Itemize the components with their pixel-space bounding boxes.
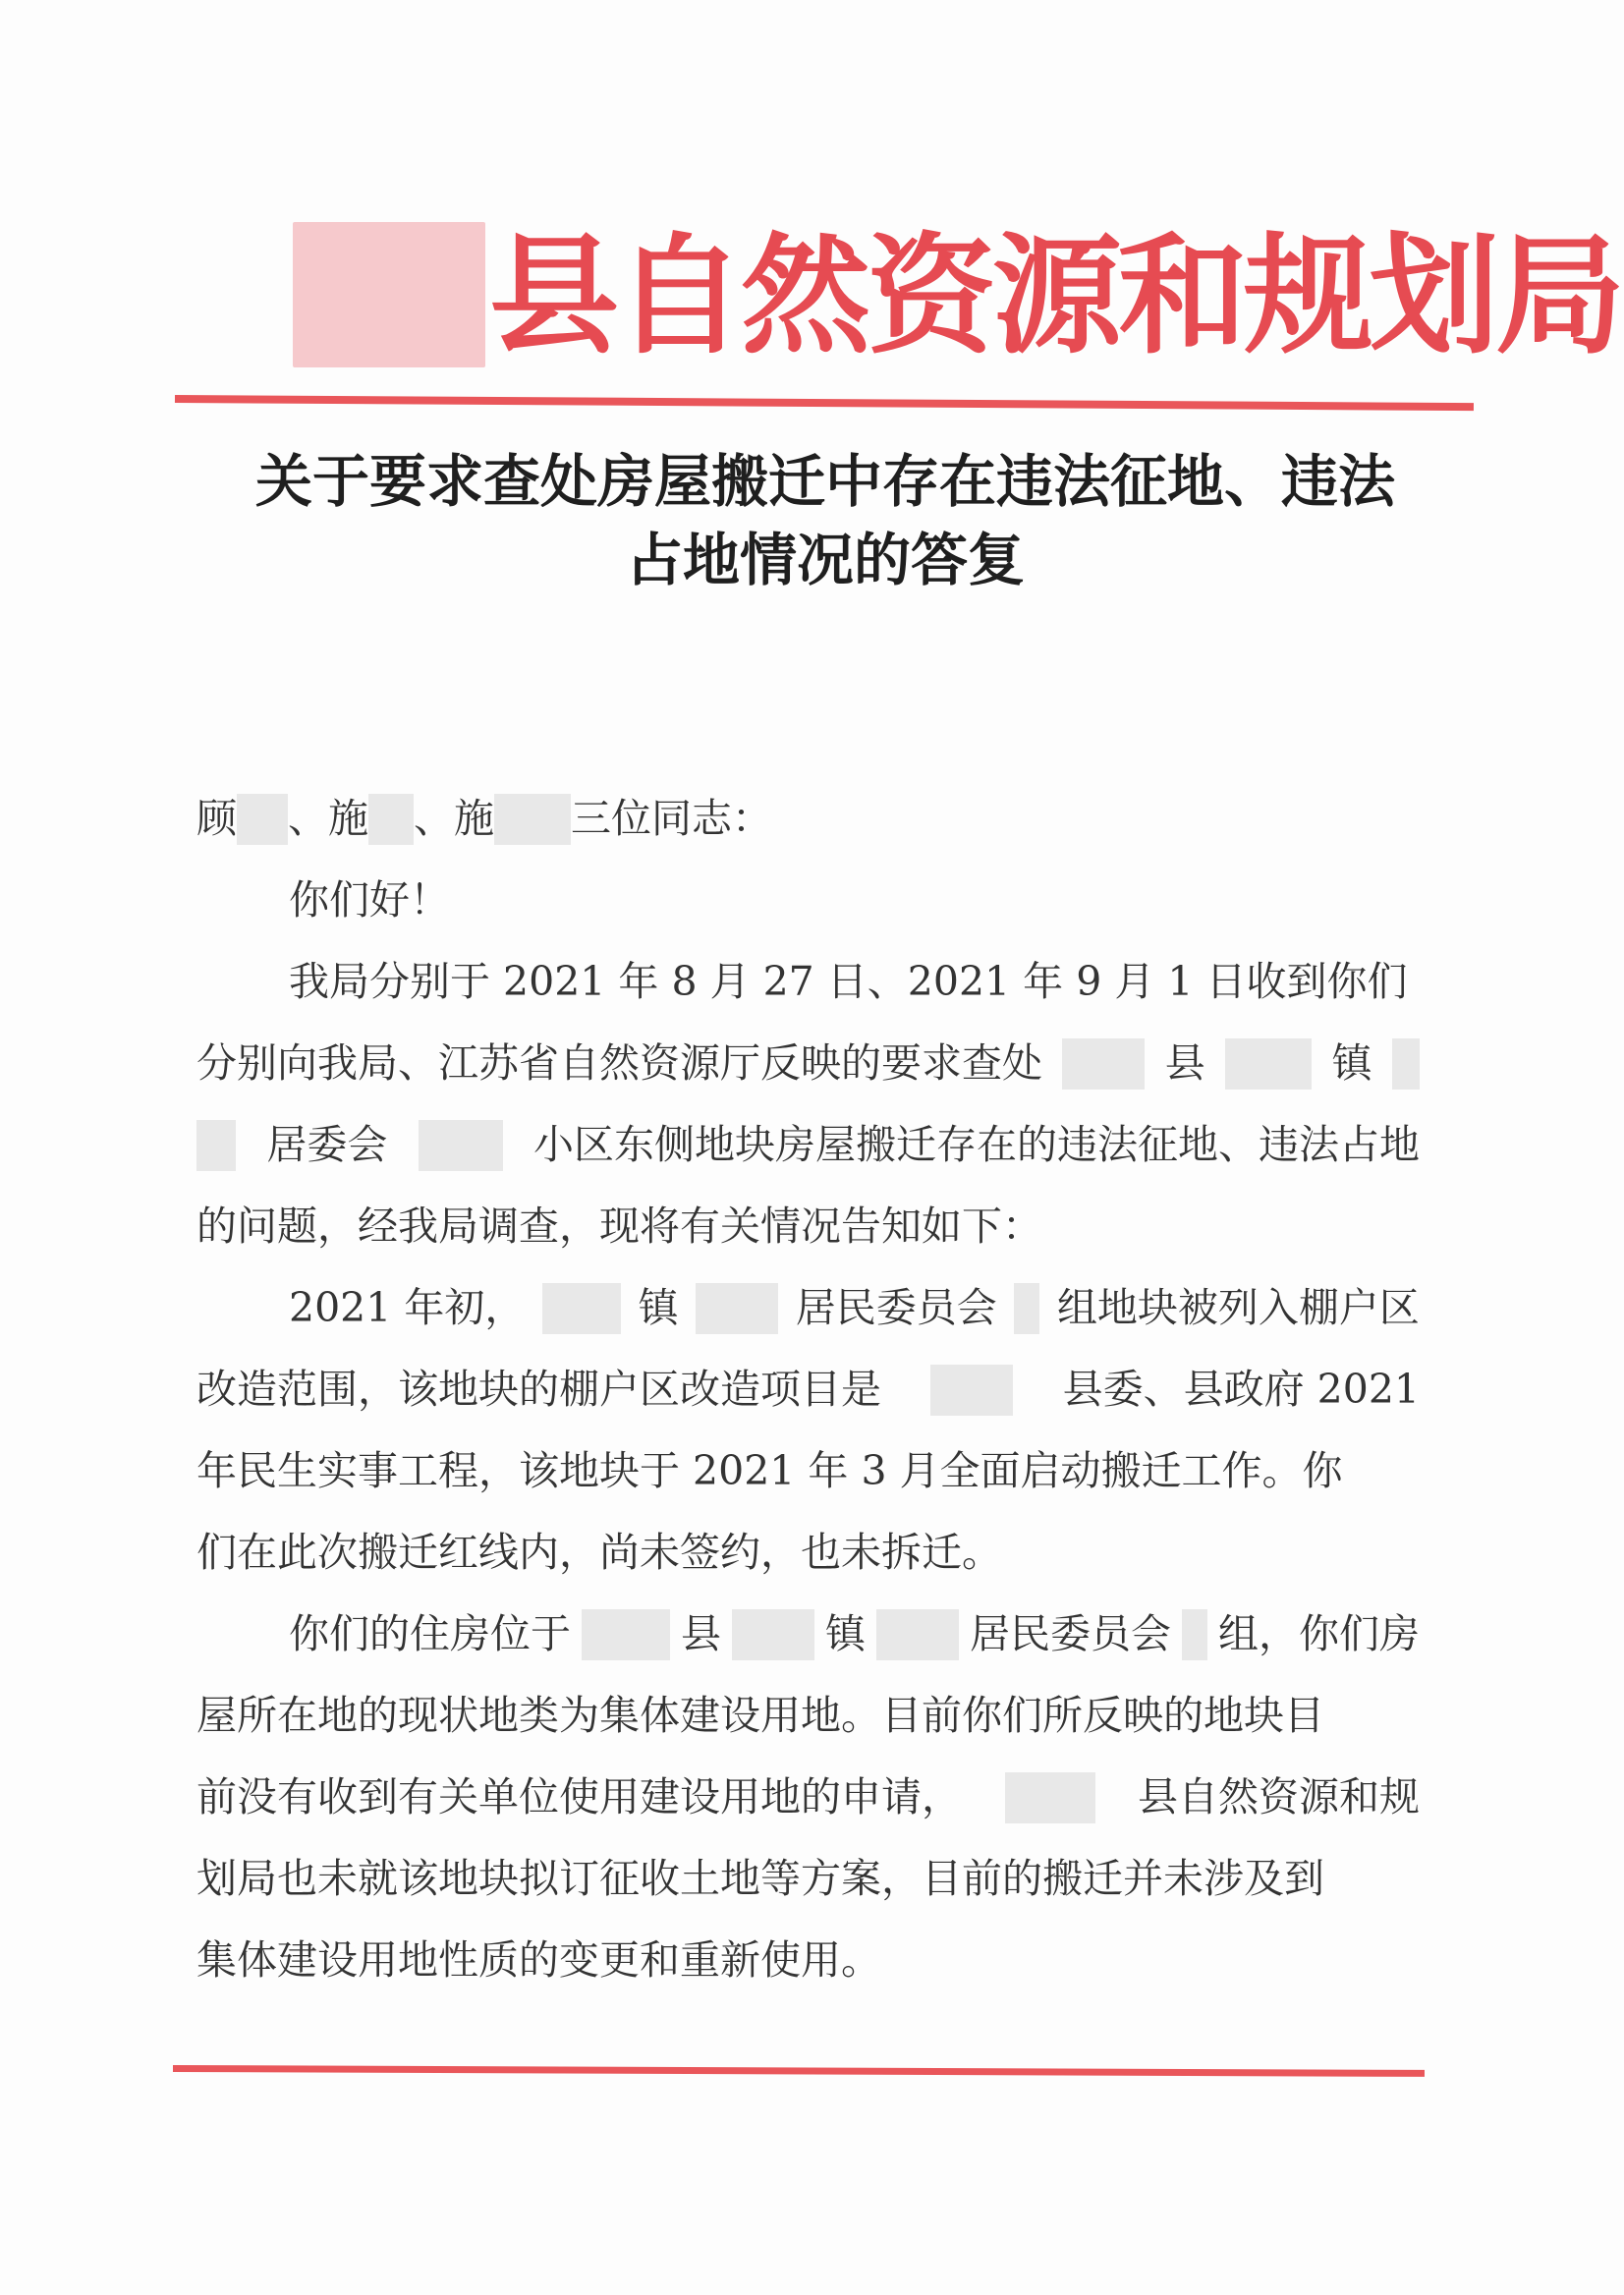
text-segment: 县委、县政府 2021 (1062, 1366, 1420, 1413)
text-segment: 我局分别于 2021 年 8 月 27 日、2021 年 9 月 1 日收到你们 (289, 958, 1408, 1005)
text-segment: 镇 (1331, 1039, 1372, 1087)
salutation (196, 778, 1420, 860)
redaction-block (1005, 1772, 1095, 1823)
paragraph-2-line-3 (196, 1430, 1420, 1512)
document-title (177, 442, 1474, 599)
text-segment: 屋所在地的现状地类为集体建设用地。目前你们所反映的地块目 (196, 1692, 1324, 1739)
text-segment: 组，你们房 (1218, 1610, 1420, 1657)
text-segment: 居委会 (266, 1121, 388, 1168)
text-segment: 改造范围，该地块的棚户区改造项目是 (196, 1366, 881, 1413)
text-segment: 小区东侧地块房屋搬迁存在的违法征地、违法占地 (532, 1121, 1420, 1168)
text-segment: 的问题，经我局调查，现将有关情况告知如下： (196, 1203, 1042, 1250)
redaction-block (1182, 1609, 1207, 1660)
text-segment: 们在此次搬迁红线内，尚未签约，也未拆迁。 (196, 1529, 1002, 1576)
greeting: 你们好！ (289, 876, 450, 924)
title-line-2: 占地情况的答复 (625, 527, 1025, 593)
redaction-block (696, 1283, 778, 1334)
paragraph-3-line-3 (196, 1757, 1420, 1838)
redaction-block (293, 222, 485, 367)
salutation-part: 、施 (288, 795, 368, 842)
redaction-block (1014, 1283, 1039, 1334)
redaction-block (930, 1365, 1013, 1416)
redaction-block (1225, 1038, 1312, 1090)
text-segment: 镇 (638, 1284, 679, 1331)
text-segment: 县 (681, 1610, 721, 1657)
title-line-1: 关于要求查处房屋搬迁中存在违法征地、违法 (254, 448, 1395, 515)
text-segment: 前没有收到有关单位使用建设用地的申请， (196, 1773, 962, 1820)
paragraph-1-line-4 (196, 1186, 1420, 1267)
text-segment: 2021 年初， (289, 1284, 526, 1331)
redaction-block (876, 1609, 959, 1660)
organization-name: 县自然资源和规划局 (489, 220, 1621, 372)
redaction-block (368, 794, 414, 845)
paragraph-3-line-1 (196, 1594, 1420, 1675)
letterhead (293, 218, 1621, 375)
text-segment: 划局也未就该地块拟订征收土地等方案，目前的搬迁并未涉及到 (196, 1855, 1324, 1902)
text-segment: 组地块被列入棚户区 (1056, 1284, 1420, 1331)
text-segment: 县自然资源和规 (1138, 1773, 1420, 1820)
redaction-block (237, 794, 288, 845)
text-segment: 集体建设用地性质的变更和重新使用。 (196, 1936, 881, 1984)
redaction-block (1062, 1038, 1145, 1090)
text-segment: 居民委员会 (795, 1284, 997, 1331)
paragraph-2-line-2 (196, 1349, 1420, 1430)
footer-red-rule (173, 2065, 1425, 2077)
text-segment: 县 (1164, 1039, 1205, 1087)
paragraph-2-line-4 (196, 1512, 1420, 1594)
text-segment: 你们的住房位于 (289, 1610, 571, 1657)
salutation-part: 、施 (414, 795, 494, 842)
salutation-part: 三位同志： (571, 795, 772, 842)
paragraph-1-line-3 (196, 1104, 1420, 1186)
text-segment: 分别向我局、江苏省自然资源厅反映的要求查处 (196, 1039, 1042, 1087)
redaction-block (542, 1283, 621, 1334)
redaction-block (732, 1609, 814, 1660)
paragraph-1-line-1 (196, 941, 1420, 1023)
redaction-block (419, 1120, 503, 1171)
paragraph-1-line-2 (196, 1023, 1420, 1104)
redaction-block (494, 794, 571, 845)
redaction-block (582, 1609, 670, 1660)
letterhead-red-rule (175, 395, 1474, 411)
redaction-block (196, 1120, 236, 1171)
text-segment: 镇 (825, 1610, 866, 1657)
redaction-block (1392, 1038, 1420, 1090)
paragraph-3-line-5 (196, 1920, 1420, 2001)
text-segment: 居民委员会 (970, 1610, 1171, 1657)
text-segment: 年民生实事工程，该地块于 2021 年 3 月全面启动搬迁工作。你 (196, 1447, 1343, 1494)
salutation-part: 顾 (196, 795, 237, 842)
paragraph-3-line-2 (196, 1675, 1420, 1757)
letter-body (196, 778, 1420, 2001)
paragraph-2-line-1 (196, 1267, 1420, 1349)
paragraph-3-line-4 (196, 1838, 1420, 1920)
